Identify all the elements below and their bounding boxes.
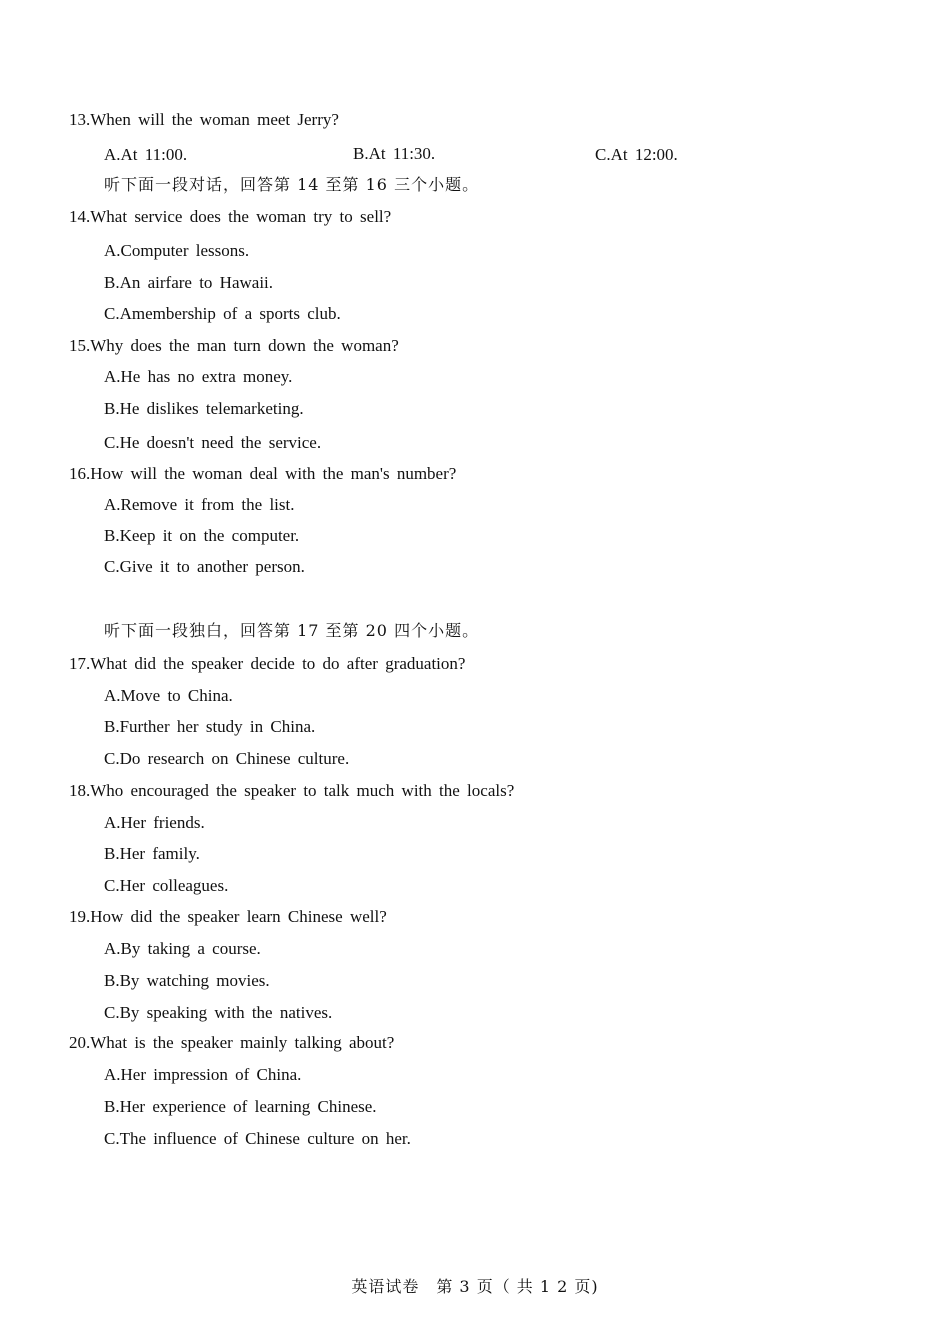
option-18-c: C.Her colleagues. (104, 876, 229, 895)
option-19-b: B.By watching movies. (104, 971, 270, 990)
question-17: 17.What did the speaker decide to do after graduation? (69, 654, 466, 673)
option-20-b: B.Her experience of learning Chinese. (104, 1097, 377, 1116)
option-15-b: B.He dislikes telemarketing. (104, 399, 304, 418)
option-16-b: B.Keep it on the computer. (104, 526, 300, 545)
question-18: 18.Who encouraged the speaker to talk much with the locals? (69, 781, 515, 800)
option-16-a: A.Remove it from the list. (104, 495, 295, 514)
option-13-b: B.At 11:30. (353, 144, 436, 163)
option-14-c: C.Amembership of a sports club. (104, 304, 341, 323)
option-15-c: C.He doesn't need the service. (104, 433, 322, 452)
option-20-a: A.Her impression of China. (104, 1065, 302, 1084)
option-18-b: B.Her family. (104, 844, 200, 863)
option-19-c: C.By speaking with the natives. (104, 1003, 333, 1022)
question-14: 14.What service does the woman try to sell? (69, 207, 392, 226)
question-15: 15.Why does the man turn down the woman? (69, 336, 399, 355)
option-13-c: C.At 12:00. (595, 145, 678, 164)
option-17-a: A.Move to China. (104, 686, 233, 705)
section-instruction-2: 听下面一段独白，回答第 17 至第 20 四个小题。 (104, 621, 480, 640)
option-17-b: B.Further her study in China. (104, 717, 316, 736)
option-14-b: B.An airfare to Hawaii. (104, 273, 274, 292)
question-13: 13.When will the woman meet Jerry? (69, 110, 339, 129)
section-instruction-1: 听下面一段对话，回答第 14 至第 16 三个小题。 (104, 175, 480, 194)
question-16: 16.How will the woman deal with the man's number? (69, 464, 457, 483)
option-20-c: C.The influence of Chinese culture on her. (104, 1129, 411, 1148)
option-17-c: C.Do research on Chinese culture. (104, 749, 350, 768)
question-19: 19.How did the speaker learn Chinese well? (69, 907, 387, 926)
option-14-a: A.Computer lessons. (104, 241, 250, 260)
option-19-a: A.By taking a course. (104, 939, 261, 958)
option-16-c: C.Give it to another person. (104, 557, 305, 576)
page-footer: 英语试卷 第 3 页（ 共 1 2 页) (351, 1277, 599, 1296)
option-13-a: A.At 11:00. (104, 145, 188, 164)
question-20: 20.What is the speaker mainly talking about? (69, 1033, 395, 1052)
option-15-a: A.He has no extra money. (104, 367, 293, 386)
option-18-a: A.Her friends. (104, 813, 205, 832)
